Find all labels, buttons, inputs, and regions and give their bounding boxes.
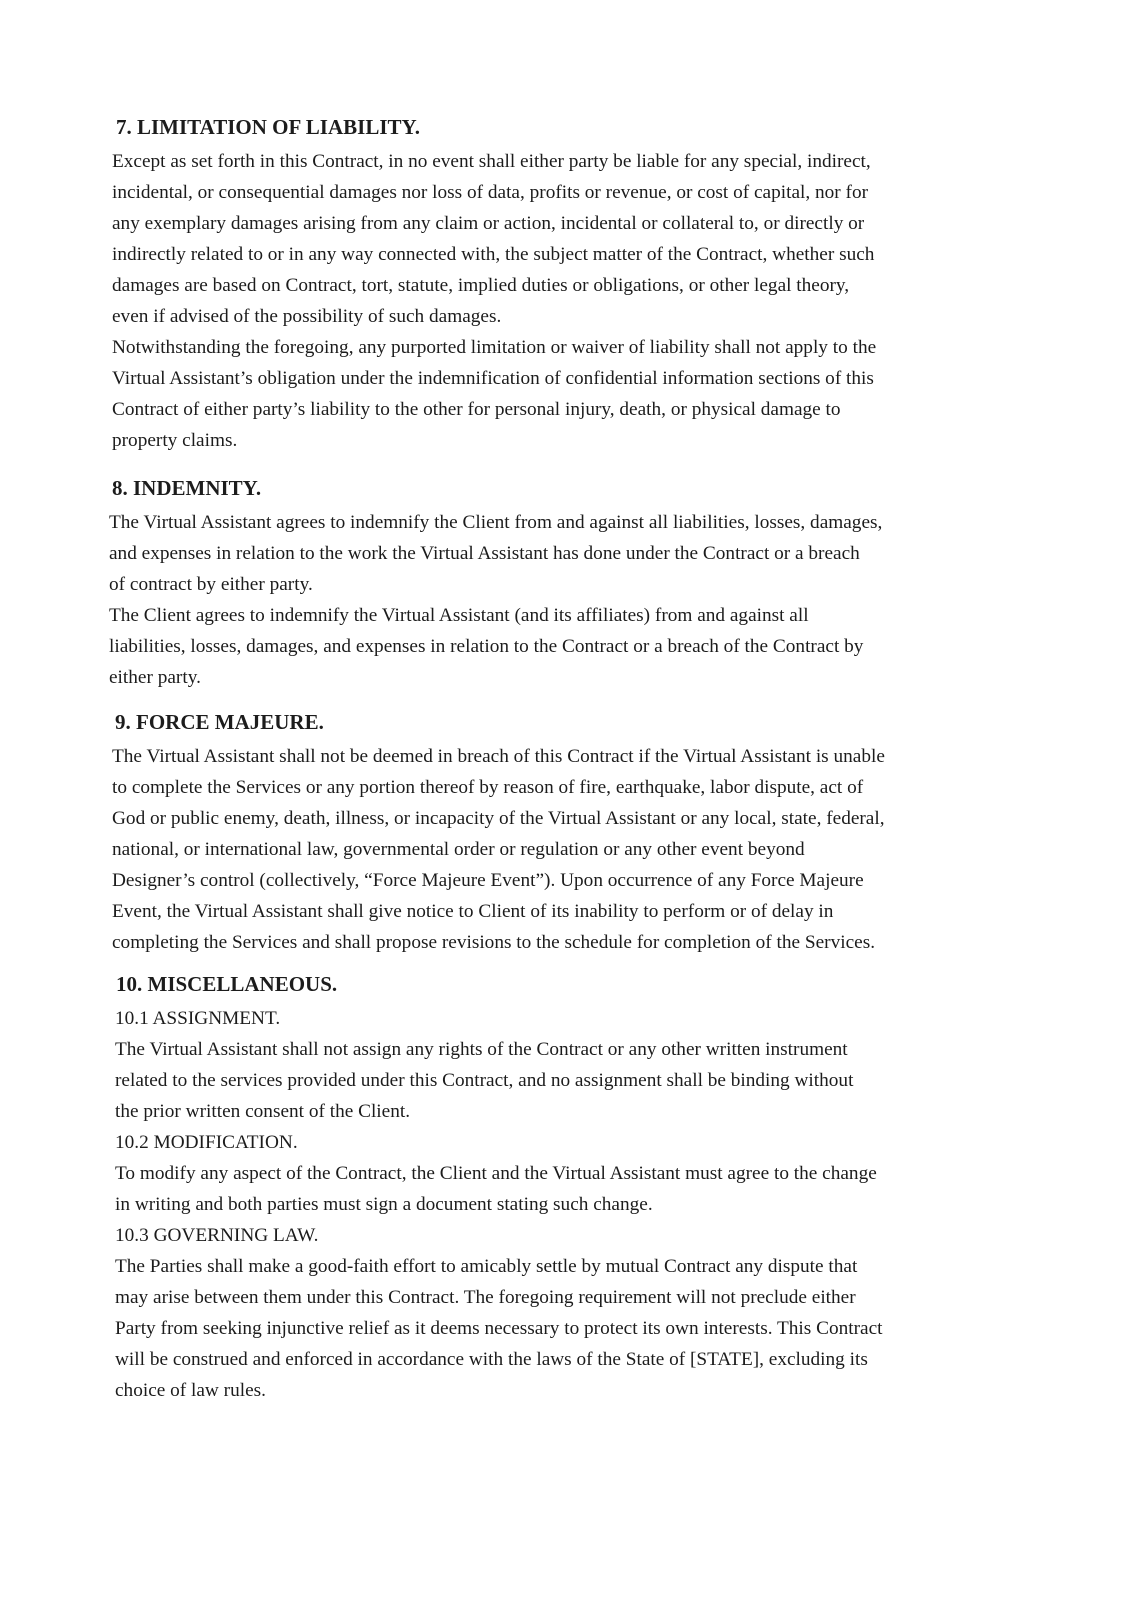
body-text-line: The Virtual Assistant shall not be deemed in breach of this Contract if the Virtual Assistant is unable (112, 746, 885, 767)
body-text-line: Designer’s control (collectively, “Force Majeure Event”). Upon occurrence of any Force Majeure (112, 870, 864, 891)
body-text-line: choice of law rules. (115, 1380, 266, 1401)
body-text-line: Virtual Assistant’s obligation under the indemnification of confidential information sections of this (112, 368, 874, 389)
body-text-line: Contract of either party’s liability to the other for personal injury, death, or physical damage to (112, 399, 841, 420)
body-text-line: liabilities, losses, damages, and expenses in relation to the Contract or a breach of the Contract by (109, 636, 864, 657)
body-text-line: indirectly related to or in any way connected with, the subject matter of the Contract, whether such (112, 244, 875, 265)
body-text-line: The Virtual Assistant shall not assign any rights of the Contract or any other written instrument (115, 1039, 848, 1060)
body-text-line: 10.1 ASSIGNMENT. (115, 1008, 281, 1029)
body-text-line: God or public enemy, death, illness, or incapacity of the Virtual Assistant or any local, state, federal, (112, 808, 885, 829)
section-heading: 10. MISCELLANEOUS. (116, 972, 338, 996)
body-text-line: The Parties shall make a good-faith effort to amicably settle by mutual Contract any dispute that (115, 1256, 858, 1277)
section-indemnity (109, 469, 882, 693)
body-text-line: damages are based on Contract, tort, statute, implied duties or obligations, or other legal theory, (112, 275, 850, 296)
section-force-majeure (112, 703, 885, 958)
body-text-line: property claims. (112, 430, 238, 451)
section-limitation-of-liability (112, 108, 876, 456)
body-text-line: the prior written consent of the Client. (115, 1101, 411, 1122)
body-text-line: and expenses in relation to the work the Virtual Assistant has done under the Contract or a breach (109, 543, 860, 564)
body-text-line: even if advised of the possibility of such damages. (112, 306, 502, 327)
body-text-line: Party from seeking injunctive relief as it deems necessary to protect its own interests. This Contract (115, 1318, 883, 1339)
body-text-line: Notwithstanding the foregoing, any purported limitation or waiver of liability shall not apply to the (112, 337, 877, 358)
body-text-line: To modify any aspect of the Contract, the Client and the Virtual Assistant must agree to the change (115, 1163, 877, 1184)
body-text-line: of contract by either party. (109, 574, 313, 595)
body-text-line: The Client agrees to indemnify the Virtual Assistant (and its affiliates) from and against all (109, 605, 809, 626)
body-text-line: incidental, or consequential damages nor loss of data, profits or revenue, or cost of capital, nor for (112, 182, 869, 203)
body-text-line: may arise between them under this Contract. The foregoing requirement will not preclude either (115, 1287, 856, 1308)
body-text-line: Event, the Virtual Assistant shall give notice to Client of its inability to perform or of delay in (112, 901, 834, 922)
body-text-line: in writing and both parties must sign a document stating such change. (115, 1194, 653, 1215)
body-text-line: completing the Services and shall propose revisions to the schedule for completion of the Services. (112, 932, 876, 953)
section-miscellaneous (115, 965, 882, 1406)
body-text-line: either party. (109, 667, 201, 688)
body-text-line: The Virtual Assistant agrees to indemnify the Client from and against all liabilities, losses, damages, (109, 512, 883, 533)
body-text-line: 10.3 GOVERNING LAW. (115, 1225, 319, 1246)
body-text-line: any exemplary damages arising from any claim or action, incidental or collateral to, or directly or (112, 213, 865, 234)
section-heading: 7. LIMITATION OF LIABILITY. (116, 115, 420, 139)
section-heading: 9. FORCE MAJEURE. (115, 710, 324, 734)
body-text-line: 10.2 MODIFICATION. (115, 1132, 298, 1153)
body-text-line: national, or international law, governmental order or regulation or any other event beyond (112, 839, 805, 860)
body-text-line: to complete the Services or any portion thereof by reason of fire, earthquake, labor dispute, act of (112, 777, 864, 798)
body-text-line: Except as set forth in this Contract, in no event shall either party be liable for any special, indirect, (112, 151, 871, 172)
body-text-line: will be construed and enforced in accordance with the laws of the State of [STATE], excluding its (115, 1349, 868, 1370)
section-heading: 8. INDEMNITY. (112, 476, 262, 500)
body-text-line: related to the services provided under this Contract, and no assignment shall be binding without (115, 1070, 854, 1091)
